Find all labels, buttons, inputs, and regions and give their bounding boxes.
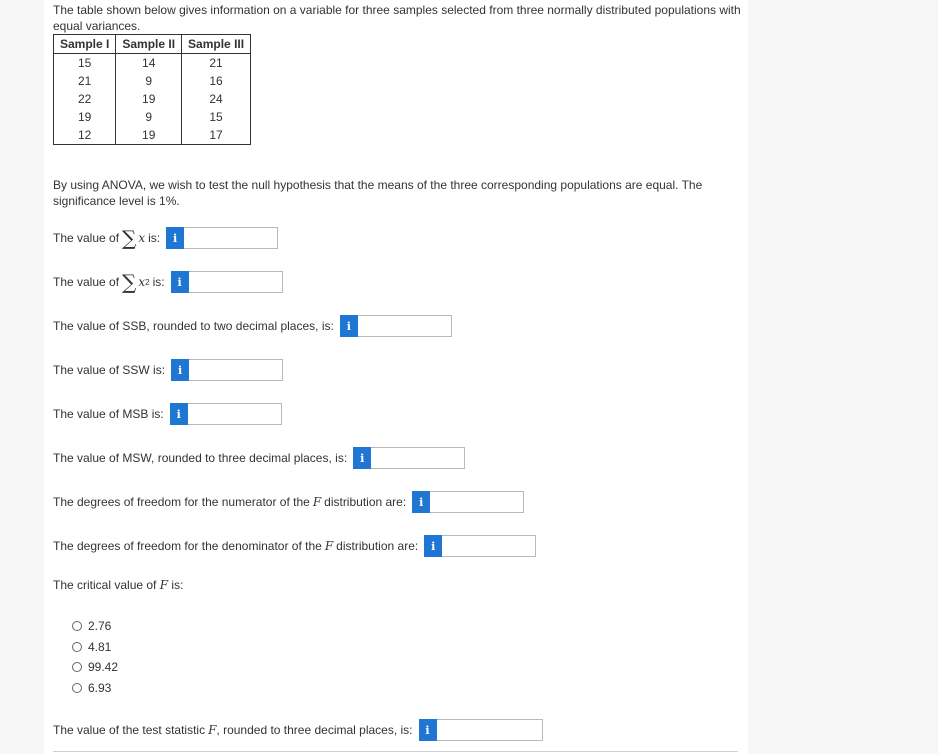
question-label: The value of SSW is: — [53, 363, 166, 377]
question-label: The value of MSW, rounded to three decimal places, is: — [53, 451, 348, 465]
question-label: The value of — [53, 231, 120, 245]
sigma-icon: ∑ — [122, 270, 137, 294]
question-ssb — [53, 315, 452, 337]
table-cell: 9 — [116, 108, 182, 126]
table-cell: 15 — [182, 108, 251, 126]
data-table — [53, 34, 251, 145]
option-label: 4.81 — [88, 639, 112, 654]
info-icon[interactable]: i — [170, 403, 188, 425]
option-label: 99.42 — [88, 660, 119, 675]
question-label: The critical value of — [53, 578, 157, 592]
info-icon[interactable]: i — [340, 315, 358, 337]
info-icon[interactable]: i — [166, 227, 184, 249]
df-denominator-input[interactable] — [442, 535, 536, 557]
question-suffix: , rounded to three decimal places, is: — [216, 723, 413, 737]
table-row — [54, 72, 251, 90]
intro-text: The table shown below gives information on a variable for three samples selected from three normally distributed populations with equal variances. — [53, 3, 741, 33]
radio-option[interactable] — [72, 616, 118, 637]
table-cell: 21 — [78, 74, 92, 88]
info-icon[interactable]: i — [171, 359, 189, 381]
radio-option[interactable] — [72, 678, 118, 699]
table-cell: 19 — [78, 110, 92, 124]
question-test-statistic — [53, 719, 543, 741]
question-sum-x — [53, 227, 278, 249]
table-cell: 17 — [182, 126, 251, 145]
radio-option[interactable] — [72, 637, 118, 658]
question-label: The value of MSB is: — [53, 407, 164, 421]
question-suffix: is: — [171, 578, 184, 592]
variable-f: F — [159, 578, 169, 592]
question-msw — [53, 447, 465, 469]
variable-f: F — [208, 723, 217, 737]
sum-x2-input[interactable] — [189, 271, 283, 293]
question-suffix: is: — [152, 275, 165, 289]
msw-input[interactable] — [371, 447, 465, 469]
table-row — [54, 126, 251, 145]
col-header: Sample III — [182, 35, 251, 54]
critical-value-question — [53, 578, 183, 592]
variable-x: x — [138, 231, 146, 245]
df-numerator-input[interactable] — [430, 491, 524, 513]
col-header: Sample I — [54, 35, 116, 54]
radio-button[interactable] — [72, 642, 82, 652]
variable-f: F — [324, 539, 334, 553]
question-label: The degrees of freedom for the denominator of the — [53, 539, 322, 553]
variable-x: x — [138, 275, 146, 289]
question-ssw — [53, 359, 283, 381]
sigma-icon: ∑ — [122, 226, 137, 250]
question-suffix: is: — [148, 231, 161, 245]
question-df-numerator — [53, 491, 524, 513]
question-df-denominator — [53, 535, 536, 557]
table-row — [54, 54, 251, 73]
radio-button[interactable] — [72, 621, 82, 631]
ssw-input[interactable] — [189, 359, 283, 381]
table-cell: 15 — [78, 56, 92, 70]
table-cell: 16 — [182, 72, 251, 90]
info-icon[interactable]: i — [412, 491, 430, 513]
ssb-input[interactable] — [358, 315, 452, 337]
info-icon[interactable]: i — [353, 447, 371, 469]
sum-x-input[interactable] — [184, 227, 278, 249]
exponent: 2 — [145, 277, 150, 287]
question-suffix: distribution are: — [336, 539, 419, 553]
radio-option[interactable] — [72, 657, 118, 678]
msb-input[interactable] — [188, 403, 282, 425]
radio-button[interactable] — [72, 683, 82, 693]
anova-description: By using ANOVA, we wish to test the null hypothesis that the means of the three corresponding populations are equal. The significance level is 1%. — [53, 178, 703, 208]
table-cell: 24 — [182, 90, 251, 108]
table-row — [54, 108, 251, 126]
question-sum-x2 — [53, 271, 283, 293]
table-cell: 12 — [78, 128, 92, 142]
question-label: The value of — [53, 275, 120, 289]
info-icon[interactable]: i — [424, 535, 442, 557]
divider — [53, 751, 738, 752]
info-icon[interactable]: i — [171, 271, 189, 293]
table-cell: 19 — [116, 126, 182, 145]
variable-f: F — [312, 495, 322, 509]
question-suffix: distribution are: — [324, 495, 407, 509]
table-row — [54, 90, 251, 108]
table-cell: 22 — [78, 92, 92, 106]
question-label: The degrees of freedom for the numerator of the — [53, 495, 310, 509]
table-cell: 9 — [116, 72, 182, 90]
question-label: The value of SSB, rounded to two decimal places, is: — [53, 319, 334, 333]
critical-value-options — [72, 616, 118, 698]
option-label: 2.76 — [88, 619, 112, 634]
info-icon[interactable]: i — [419, 719, 437, 741]
col-header: Sample II — [116, 35, 182, 54]
test-statistic-input[interactable] — [437, 719, 543, 741]
table-cell: 21 — [182, 54, 251, 73]
table-cell: 14 — [116, 54, 182, 73]
question-msb — [53, 403, 282, 425]
table-cell: 19 — [116, 90, 182, 108]
radio-button[interactable] — [72, 662, 82, 672]
question-label: The value of the test statistic — [53, 723, 206, 737]
option-label: 6.93 — [88, 680, 112, 695]
